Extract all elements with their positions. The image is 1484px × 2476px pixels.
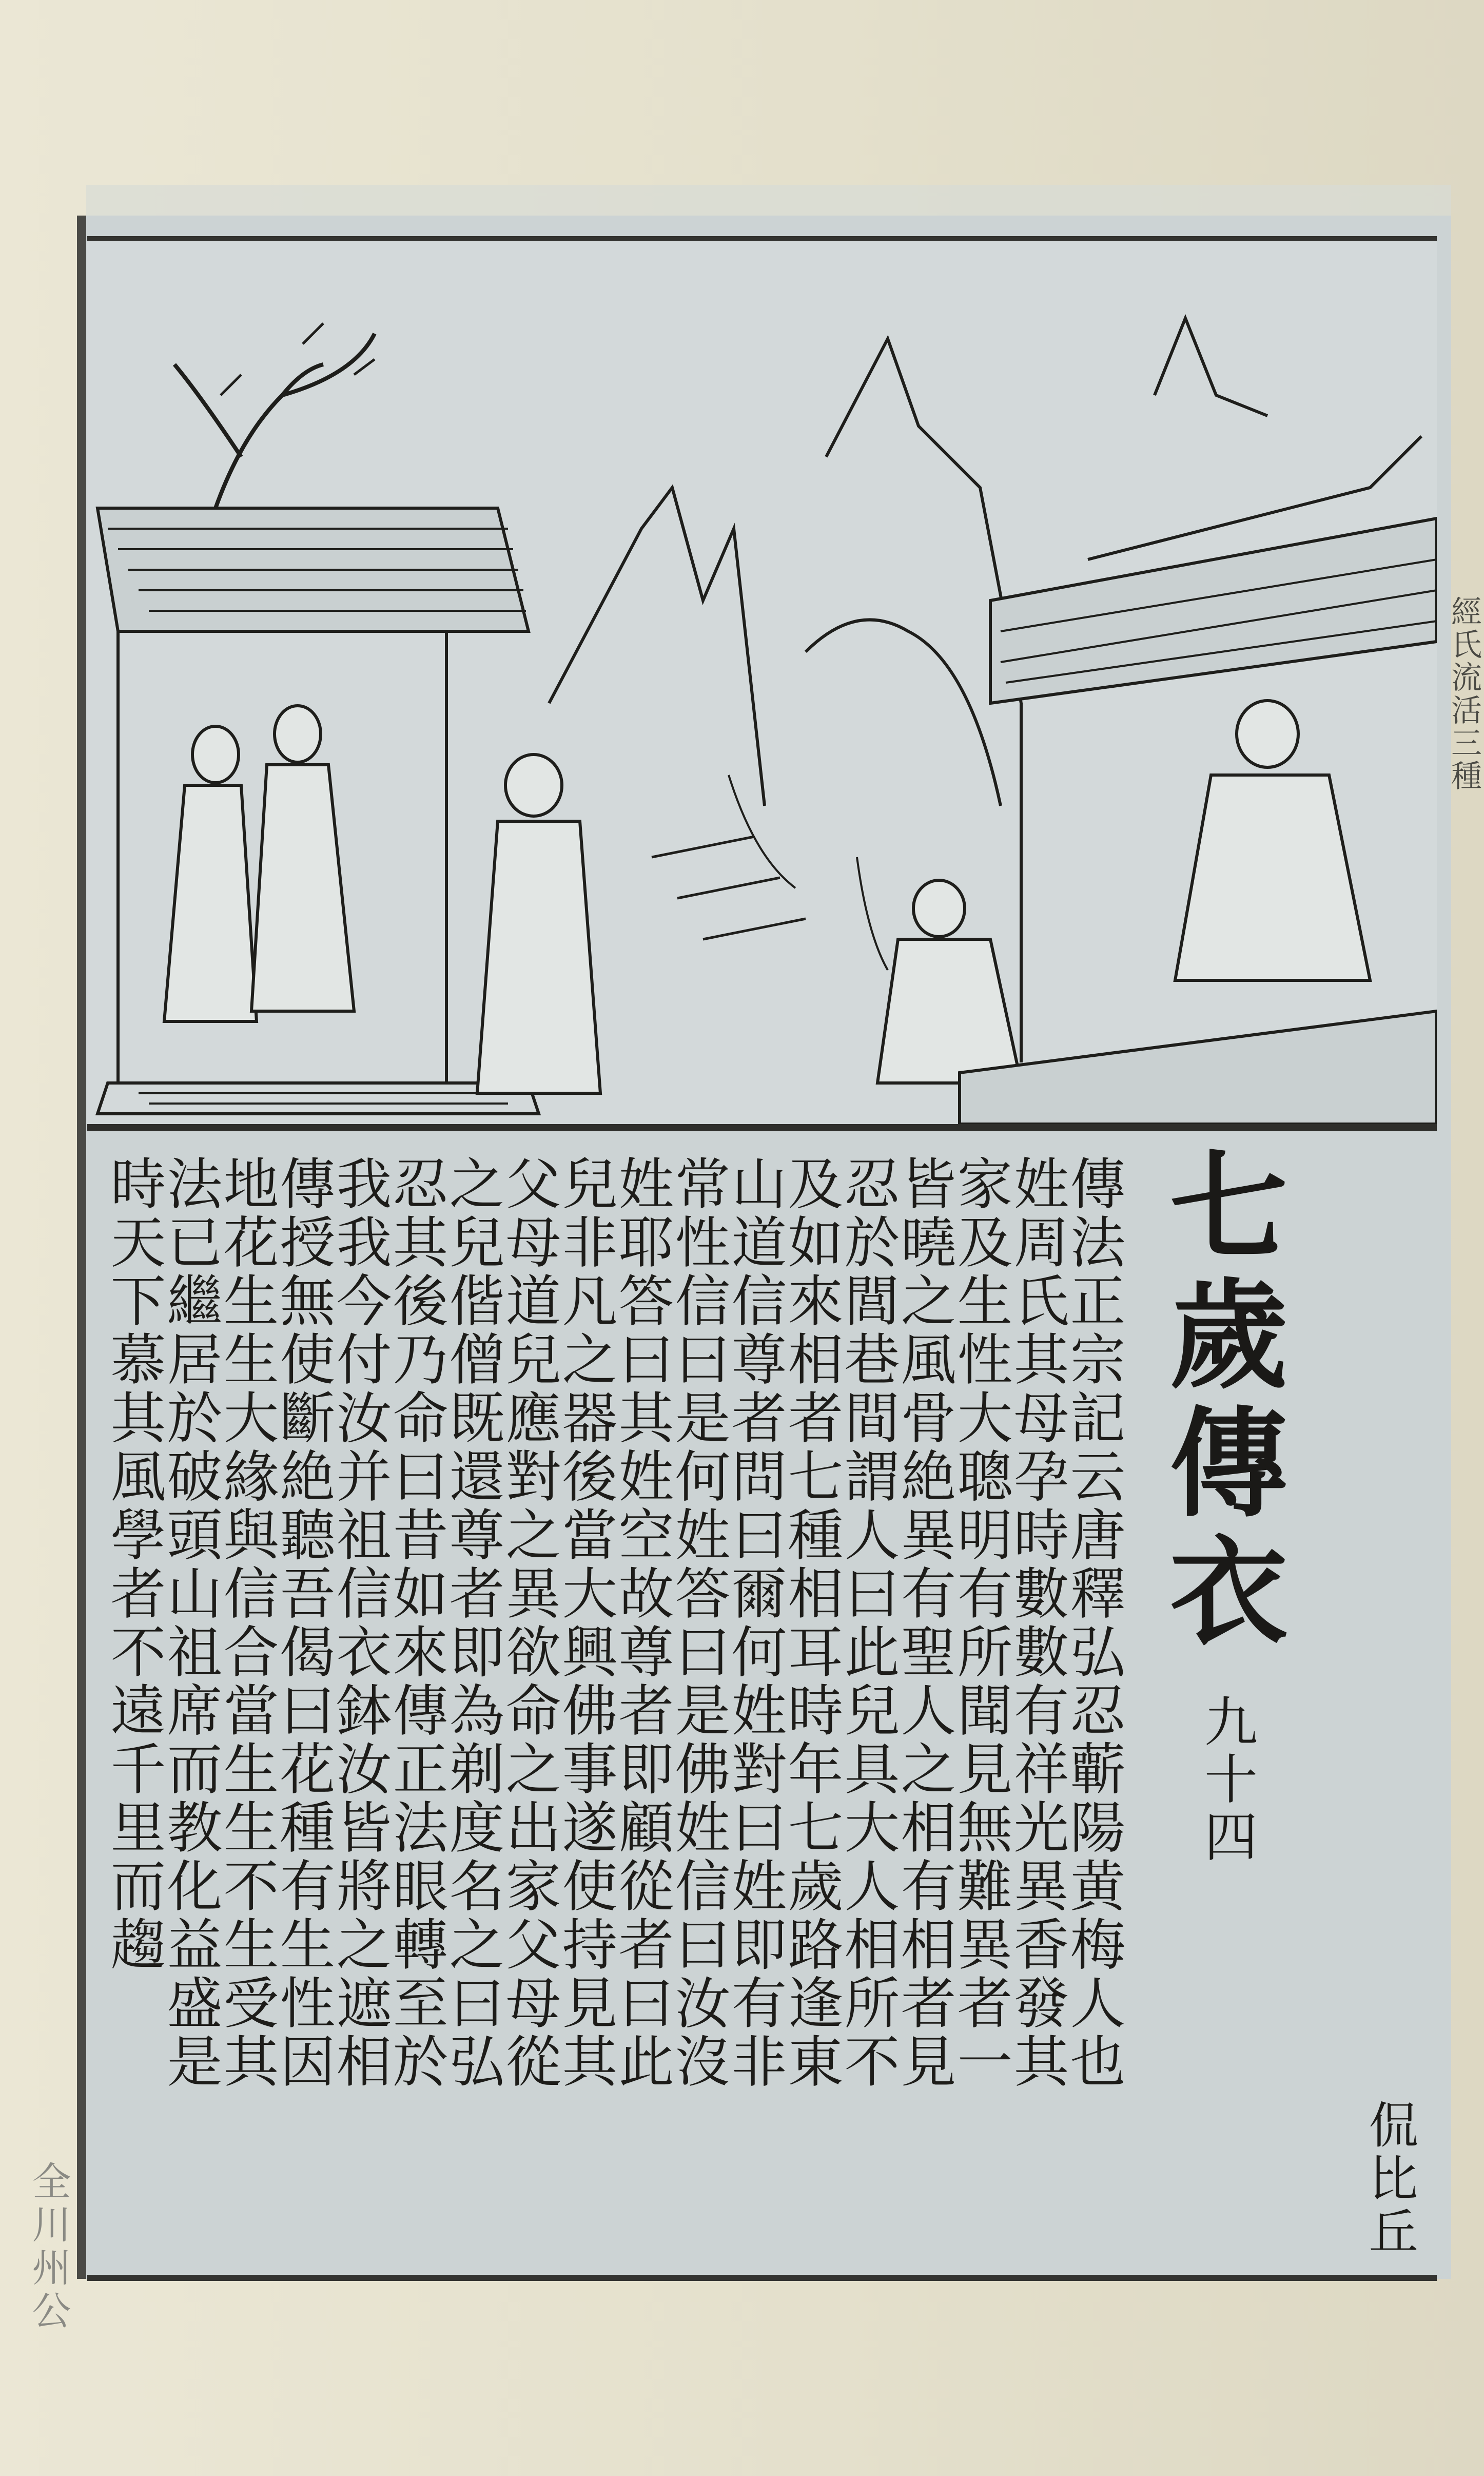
section-heading: 七歲傳衣	[1149, 1145, 1288, 1658]
text-column: 姓周氏其母孕時數數有祥光異香發其	[1004, 1155, 1068, 2091]
text-panel	[87, 1134, 1437, 2269]
text-column: 家及生性大聰明有所聞見無難異者一	[948, 1155, 1012, 2091]
section-divider	[87, 1124, 1437, 1131]
text-column: 忍於閭巷間謂人曰此兒具大人相所不	[835, 1155, 899, 2091]
margin-label: 全川州公	[26, 2161, 71, 2333]
carver-name: 侃比丘	[1361, 2099, 1418, 2259]
text-column: 之兒偕僧既還尊者即為剃度名之曰弘	[440, 1155, 504, 2091]
text-column: 忍其後乃命曰昔如來傳正法眼轉至於	[383, 1155, 447, 2091]
landscape-illustration	[87, 241, 1437, 1124]
text-column: 傳法正宗記云唐釋弘忍蘄陽黄梅人也	[1061, 1155, 1125, 2091]
text-column: 時天下慕其風學者不遠千里而趨	[101, 1155, 165, 1974]
adjacent-page-fragment: 經氏流活三種	[1446, 595, 1482, 792]
text-column: 姓耶答曰其姓空故尊者即顧從者曰此	[609, 1155, 673, 2091]
text-column: 兒非凡之器後當大興佛事遂使持見其	[553, 1155, 617, 2091]
text-column: 及如來相者七種相耳時年七歲路逢東	[778, 1155, 843, 2091]
text-column: 父母道兒應對之異欲命之出家父母從	[496, 1155, 560, 2091]
text-column: 法已繼居於破頭山祖席而教化益盛是	[158, 1155, 222, 2091]
text-column: 皆曉之風骨絶異有聖人之相有相者見	[891, 1155, 955, 2091]
text-column: 地花生生大緣與信合當生生不生受其	[214, 1155, 278, 2091]
text-column: 我我今付汝并祖信衣鉢汝皆將之遮相	[327, 1155, 391, 2091]
text-column: 傳授無使斷絶聽吾偈曰花種有生性因	[270, 1155, 335, 2091]
text-column: 山道信尊者問曰爾何姓對曰姓即有非	[722, 1155, 786, 2091]
text-column: 常性信曰是何姓答曰是佛姓信曰汝沒	[666, 1155, 730, 2091]
illustration-panel	[87, 241, 1437, 1124]
page-number: 九十四	[1195, 1694, 1258, 1866]
